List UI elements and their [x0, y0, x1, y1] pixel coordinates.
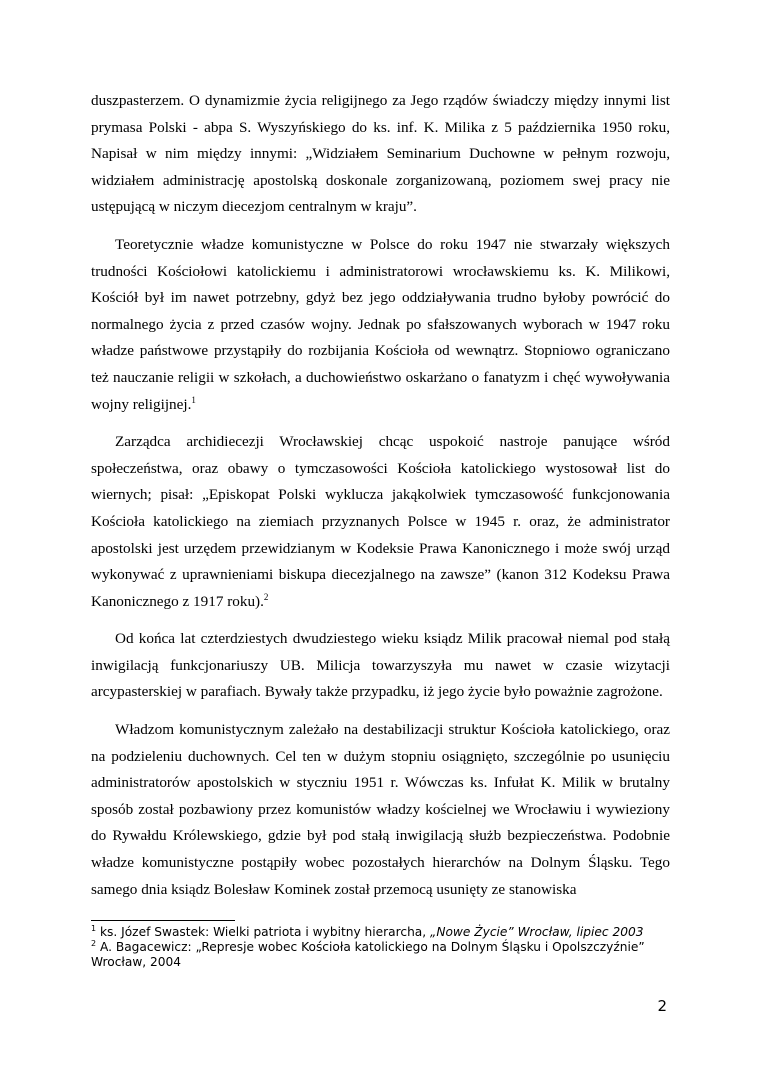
footnotes — [91, 925, 670, 970]
paragraph-4: Od końca lat czterdziestych dwudziestego wieku ksiądz Milik pracował niemal pod stałą inwigilacją funkcjonariuszy UB. Milicja towarzyszyła mu nawet w czasie wizytacji arcypasterskiej w parafiach. Bywały także przypadku, iż jego życie było poważnie zagrożone. — [91, 630, 670, 701]
paragraph-3: Zarządca archidiecezji Wrocławskiej chcąc uspokoić nastroje panujące wśród społeczeństwa, oraz obawy o tymczasowości Kościoła katolickiego wystosował list do wiernych; pisał: „Episkopat Polski wyklucza jakąkolwiek tymczasowość funkcjonowania Kościoła katolickiego na ziemiach przyznanych Polsce w 1945 r. oraz, że administrator apostolski jest urzędem przewidzianym w Kodeksie Prawa Kanonicznego i może swój urząd wykonywać z uprawnieniami biskupa diecezjalnego na zawsze” (kanon 312 Kodeksu Prawa Kanonicznego z 1917 roku).$^2$ — [91, 433, 670, 610]
paragraph-2: Teoretycznie władze komunistyczne w Polsce do roku 1947 nie stwarzały większych trudności Kościołowi katolickiemu i administratorowi wrocławskiemu ks. K. Milikowi, Kościół był im nawet potrzebny, gdyż bez jego oddziaływania trudno byłoby powrócić do normalnego życia z przed czasów wojny. Jednak po sfałszowanych wyborach w 1947 roku władze państwowe przystąpiły do rozbijania Kościoła od wewnątrz. Stopniowo ograniczano też nauczanie religii w szkołach, a duchowieństwo oskarżano o fanatyzm i chęć wywoływania wojny religijnej.$^1$ — [91, 235, 670, 413]
footnote-ref-2[interactable]: 2 — [263, 591, 269, 602]
footnote-2: $^2$ A. Bagacewicz: „Represje wobec Kościoła katolickiego na Dolnym Śląsku i Opolszczyźnie” Wrocław, 2004 — [91, 938, 645, 969]
paragraph-5: Władzom komunistycznym zależało na destabilizacji struktur Kościoła katolickiego, oraz na podzieleniu duchownych. Cel ten w dużym stopniu osiągnięto, szczególnie po usunięciu administratorów apostolskich w styczniu 1951 r. Wówczas ks. Infułat K. Milik w brutalny sposób został pozbawiony przez komunistów władzy kościelnej we Wrocławiu i wywieziony do Rywałdu Królewskiego, gdzie był pod stałą inwigilacją służb bezpieczeństwa. Podobnie władze komunistyczne postąpiły wobec pozostałych hierarchów na Dolnym Śląsku. Tego samego dnia ksiądz Bolesław Kominek został przemocą usunięty ze stanowiska — [91, 721, 670, 898]
footnote-1: $^1$ ks. Józef Swastek: Wielki patriota i wybitny hierarcha, „Nowe Życie” Wrocław, lipiec 2003 — [91, 923, 644, 939]
footnote-divider — [91, 920, 235, 921]
body-text — [91, 88, 670, 914]
page-number: 2 — [657, 997, 667, 1015]
paragraph-1: duszpasterzem. O dynamizmie życia religijnego za Jego rządów świadczy między innymi list prymasa Polski - abpa S. Wyszyńskiego do ks. inf. K. Milika z 5 października 1950 roku, Napisał w nim między innymi: „Widziałem Seminarium Duchowne w pełnym rozwoju, widziałem administrację apostolską doskonale zorganizowaną, poziomem swej pracy nie ustępującą w niczym diecezjom centralnym w kraju”. — [91, 92, 670, 216]
footnote-ref-1[interactable]: 1 — [191, 394, 196, 405]
